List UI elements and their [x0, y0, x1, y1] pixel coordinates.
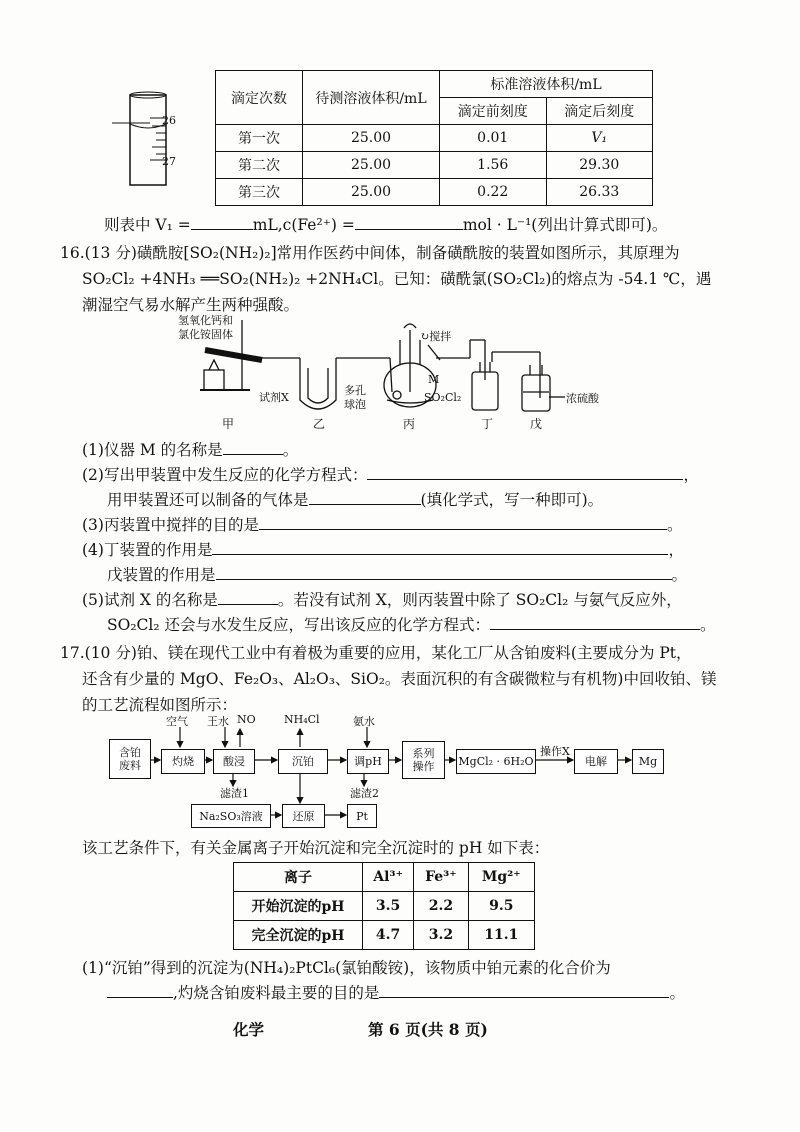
- header-standard-volume: 标准溶液体积/mL: [440, 71, 653, 98]
- q17-stem-line1: 17.(10 分)铂、镁在现代工业中有着极为重要的应用，某化工厂从含铂废料(主要成分为 Pt，: [60, 644, 692, 662]
- flow-nh4cl-label: NH₄Cl: [284, 713, 320, 726]
- q17-p1b: [107, 983, 685, 1003]
- flow-mgcl2: MgCl₂ · 6H₂O: [456, 749, 536, 774]
- ph-row-label: 开始沉淀的pH: [234, 892, 363, 921]
- row-sample: 25.00: [303, 125, 440, 152]
- flow-no-label: NO: [237, 713, 256, 726]
- flow-reduce: 还原: [282, 804, 325, 828]
- footer-subject: 化学: [233, 1020, 265, 1039]
- q16-p5b-text: SO₂Cl₂ 还会与水发生反应，写出该反应的化学方程式：: [107, 616, 490, 634]
- q16-p1-end: 。: [282, 441, 299, 459]
- ph-header: Mg²⁺: [468, 863, 534, 892]
- acid-label: 浓硫酸: [566, 392, 599, 405]
- ph-value: 2.2: [414, 892, 468, 921]
- ph-value: 3.2: [414, 921, 468, 950]
- flow-electrolysis: 电解: [574, 749, 618, 774]
- flow-air-label: 空气: [166, 715, 188, 728]
- flow-waste: [109, 739, 151, 779]
- q16-stem-line3: 潮湿空气易水解产生两种强酸。: [82, 296, 300, 314]
- q17-stem-line2: 还含有少量的 MgO、Fe₂O₃、Al₂O₃、SiO₂。表面沉积的有含碳微粒与有机物)中回收铂、镁: [82, 670, 717, 688]
- q17-stem-line3: 的工艺流程如图所示：: [82, 696, 238, 714]
- ph-header: Al³⁺: [363, 863, 414, 892]
- reagent-label-top: 氢氧化钙和: [178, 314, 233, 327]
- flow-acid-leach: 酸浸: [213, 749, 255, 774]
- flow-residue2-label: 滤渣2: [350, 787, 379, 800]
- q17-p1a: (1)“沉铂”得到的沉淀为(NH₄)₂PtCl₆(氯铂酸铵)，该物质中铂元素的化合价为: [82, 959, 611, 977]
- apparatus-jia: 甲: [222, 417, 235, 431]
- q16-stem-line1: 16.(13 分)磺酰胺[SO₂(NH₂)₂]常用作医药中间体，制备磺酰胺的装置如图所示，其原理为: [60, 244, 680, 262]
- row-before: 0.22: [440, 179, 547, 206]
- reagent-label-bottom: 氯化铵固体: [178, 328, 233, 341]
- q16-p2a-text: (2)写出甲装置中发生反应的化学方程式：: [82, 466, 368, 484]
- ph-value: 4.7: [363, 921, 414, 950]
- apparatus-wu: 戊: [530, 417, 543, 431]
- q15-suffix: mol · L⁻¹(列出计算式即可)。: [462, 216, 668, 234]
- ph-value: 9.5: [468, 892, 534, 921]
- flow-pt: Pt: [347, 804, 377, 828]
- flow-series-line1: 系列: [412, 747, 435, 760]
- q17-table-intro: 该工艺条件下，有关金属离子开始沉淀和完全沉淀时的 pH 如下表：: [82, 839, 550, 857]
- flow-burn: 灼烧: [161, 749, 205, 774]
- ph-row-label: 完全沉淀的pH: [234, 921, 363, 950]
- header-after: 滴定后刻度: [546, 98, 653, 125]
- q16-p2a-end: ，: [683, 466, 699, 484]
- porous-label-2: 球泡: [344, 398, 366, 411]
- row-after: 29.30: [546, 152, 653, 179]
- q16-p5a-text: (5)试剂 X 的名称是: [82, 591, 218, 609]
- instrument-m-label: M: [428, 373, 440, 386]
- q15-mid: mL,c(Fe²⁺) =: [252, 216, 355, 234]
- row-after: 26.33: [546, 179, 653, 206]
- stir-text: 搅拌: [429, 330, 452, 343]
- apparatus-yi: 乙: [313, 417, 326, 431]
- q17-p1b-text: ,灼烧含铂废料最主要的目的是: [173, 984, 380, 1002]
- flow-op-x: 操作X: [540, 745, 570, 758]
- table-row: [234, 892, 535, 921]
- apparatus-bing: 丙: [403, 417, 416, 431]
- q17-p1b-end: 。: [669, 984, 685, 1002]
- q16-p4b-end: 。: [671, 566, 688, 584]
- footer-page: 第 6 页(共 8 页): [368, 1020, 488, 1039]
- row-label: 第三次: [216, 179, 303, 206]
- ph-table: [233, 862, 535, 950]
- reagent-x-label: 试剂X: [259, 391, 289, 404]
- row-label: 第一次: [216, 125, 303, 152]
- q16-p5b-end: 。: [700, 616, 716, 634]
- ph-header: 离子: [234, 863, 363, 892]
- q16-p4b-text: 戊装置的作用是: [107, 566, 216, 584]
- answer-blank[interactable]: [379, 983, 669, 998]
- flow-waste-line1: 含铂: [119, 746, 141, 759]
- row-before: 0.01: [440, 125, 547, 152]
- ph-header: Fe³⁺: [414, 863, 468, 892]
- q16-p4a-end: ，: [668, 541, 684, 559]
- q16-p3-text: (3)丙装置中搅拌的目的是: [82, 516, 259, 534]
- row-before: 1.56: [440, 152, 547, 179]
- flow-na2so3: Na₂SO₃溶液: [191, 804, 271, 828]
- row-after: V₁: [546, 125, 653, 152]
- flow-series-line2: 操作: [412, 760, 435, 773]
- flow-adjust-ph: 调pH: [347, 749, 389, 774]
- q15-prefix: 则表中 V₁ =: [104, 216, 191, 234]
- flow-waste-line2: 废料: [119, 759, 141, 772]
- header-before: 滴定前刻度: [440, 98, 547, 125]
- flow-mg: Mg: [632, 749, 664, 774]
- header-count: 滴定次数: [216, 71, 303, 125]
- flow-aqua-label: 王水: [207, 715, 229, 728]
- q16-stem-line2: SO₂Cl₂ +4NH₃ ══SO₂(NH₂)₂ +2NH₄Cl。已知：磺酰氯(SO₂Cl₂)的熔点为 -54.1 ℃，遇: [82, 270, 712, 288]
- flow-residue1-label: 滤渣1: [220, 787, 249, 800]
- q16-p3-end: 。: [666, 516, 683, 534]
- burette-mark-27: 27: [162, 155, 176, 168]
- answer-blank[interactable]: [107, 983, 173, 998]
- q16-p2b-end: (填化学式，写一种即可)。: [420, 491, 604, 509]
- ph-value: 11.1: [468, 921, 534, 950]
- q16-p5a-rest: 。若没有试剂 X，则丙装置中除了 SO₂Cl₂ 与氨气反应外，: [277, 591, 682, 609]
- so2cl2-label: SO₂Cl₂: [424, 391, 462, 404]
- flow-pt-precipitate: 沉铂: [278, 749, 328, 774]
- flow-series-operation: [402, 741, 445, 779]
- burette-mark-26: 26: [162, 114, 176, 127]
- row-label: 第二次: [216, 152, 303, 179]
- table-row: [234, 921, 535, 950]
- ph-value: 3.5: [363, 892, 414, 921]
- q16-p1-text: (1)仪器 M 的名称是: [82, 441, 223, 459]
- flow-ammonia-label: 氨水: [353, 715, 375, 728]
- row-sample: 25.00: [303, 152, 440, 179]
- apparatus-ding: 丁: [481, 417, 494, 431]
- stir-icon: ↻: [420, 330, 430, 343]
- q16-p2b-text: 用甲装置还可以制备的气体是: [107, 491, 309, 509]
- q16-p4a-text: (4)丁装置的作用是: [82, 541, 213, 559]
- header-sample-volume: 待测溶液体积/mL: [303, 71, 440, 125]
- row-sample: 25.00: [303, 179, 440, 206]
- porous-label-1: 多孔: [344, 384, 366, 397]
